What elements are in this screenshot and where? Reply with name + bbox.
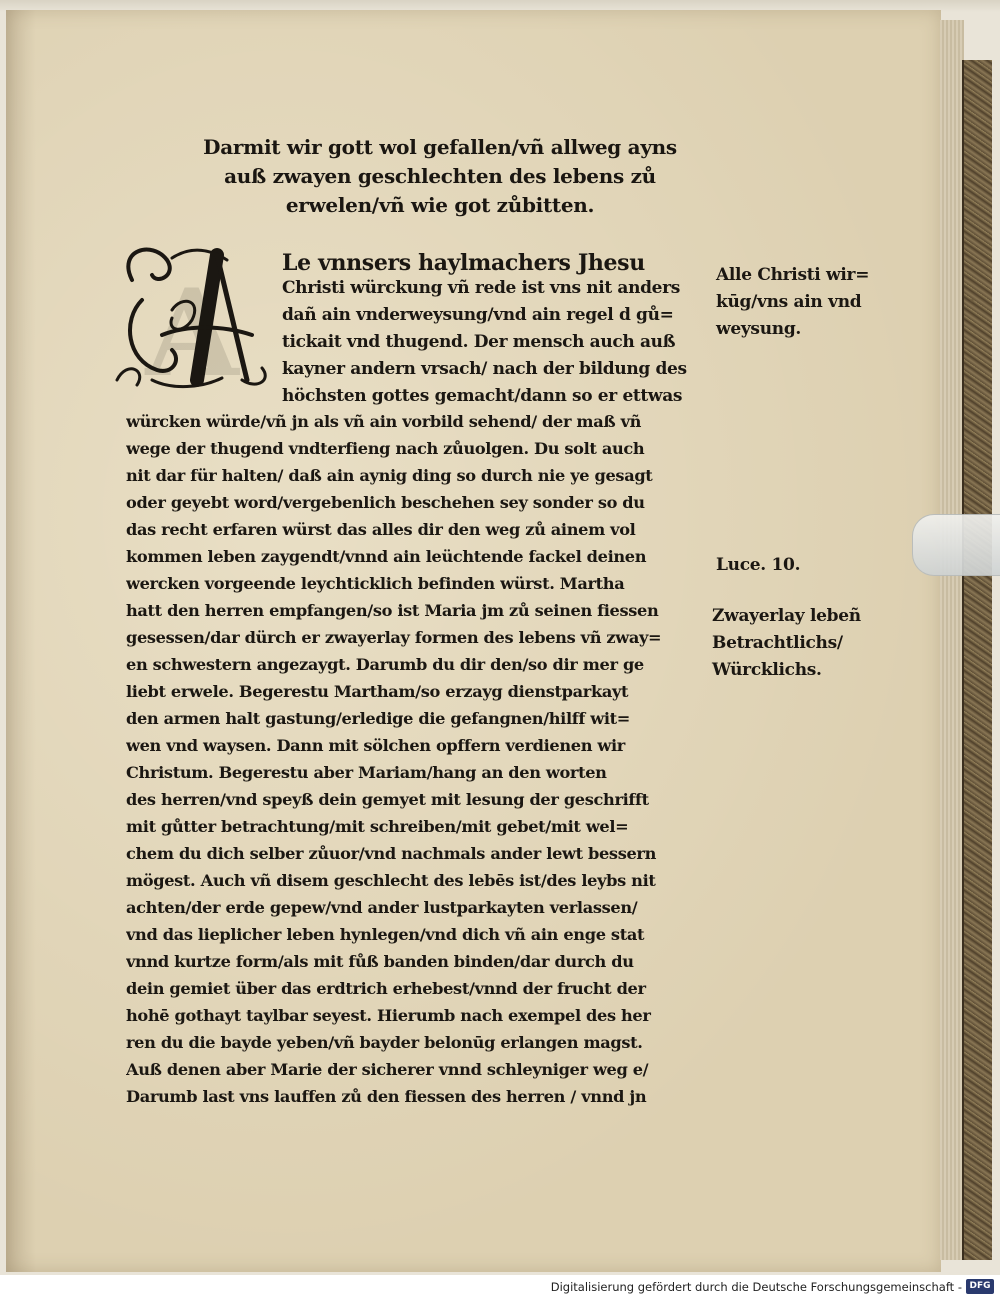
- heading-line: auß zwayen geschlechten des lebens zů: [224, 164, 656, 188]
- heading-line: erwelen/vñ wie got zůbitten.: [285, 193, 595, 217]
- margin-note-zwayerlay: [712, 603, 861, 684]
- text-line: Darumb last vns lauffen zů den fiessen des herren / vnnd jn: [126, 1087, 647, 1106]
- text-line: dañ ain vnderweysung/vnd ain regel d gů=: [282, 305, 674, 325]
- funding-notice: Digitalisierung gefördert durch die Deutsche Forschungsgemeinschaft -: [550, 1280, 962, 1294]
- text-line: Le vnnsers haylmachers Jhesu: [282, 250, 645, 276]
- text-line: liebt erwele. Begerestu Martham/so erzayg dienstparkayt: [126, 682, 629, 701]
- text-line: hohē gothayt taylbar seyest. Hierumb nach exempel des her: [126, 1006, 651, 1025]
- text-line: oder geyebt word/vergebenlich beschehen sey sonder so du: [126, 493, 645, 512]
- margin-line: Betrachtlichs/: [712, 633, 843, 653]
- text-line: würcken würde/vñ jn als vñ ain vorbild sehend/ der maß vñ: [126, 412, 642, 431]
- indented-text-block: [282, 275, 710, 410]
- text-line: das recht erfaren würst das alles dir den weg zů ainem vol: [126, 520, 636, 539]
- text-line: vnd das lieplicher leben hynlegen/vnd dich vñ ain enge stat: [126, 925, 645, 944]
- text-line: wercken vorgeende leychticklich befinden würst. Martha: [126, 574, 625, 593]
- text-line: Christi würckung vñ rede ist vns nit anders: [282, 278, 680, 298]
- text-line: ren du die bayde yeben/vñ bayder belonūg erlangen magst.: [126, 1033, 643, 1052]
- page-edges: [940, 20, 964, 1260]
- text-line: kayner andern vrsach/ nach der bildung des: [282, 359, 687, 379]
- margin-line: Zwayerlay lebeñ: [712, 606, 861, 626]
- text-line: des herren/vnd speyß dein gemyet mit lesung der geschrifft: [126, 790, 649, 809]
- text-line: den armen halt gastung/erledige die gefangnen/hilff wit=: [126, 709, 631, 728]
- text-line: dein gemiet über das erdtrich erhebest/vnnd der frucht der: [126, 979, 646, 998]
- text-line: Auß denen aber Marie der sicherer vnnd schleyniger weg e/: [126, 1060, 649, 1079]
- chapter-heading: [150, 133, 730, 220]
- text-line: höchsten gottes gemacht/dann so er ettwas: [282, 386, 683, 406]
- text-line: wege der thugend vndterfieng nach zůuolgen. Du solt auch: [126, 439, 645, 458]
- margin-line: Luce. 10.: [716, 555, 801, 575]
- dfg-logo: DFG: [966, 1279, 994, 1294]
- text-line: Christum. Begerestu aber Mariam/hang an den worten: [126, 763, 607, 782]
- decorated-initial-letter: [112, 240, 272, 395]
- margin-line: weysung.: [716, 319, 802, 339]
- margin-line: Alle Christi wir=: [716, 265, 870, 285]
- margin-note-luce: [716, 552, 800, 579]
- text-line: mit gůtter betrachtung/mit schreiben/mit gebet/mit wel=: [126, 817, 629, 836]
- text-line: achten/der erde gepew/vnd ander lustparkayten verlassen/: [126, 898, 638, 917]
- text-line: tickait vnd thugend. Der mensch auch auß: [282, 332, 676, 352]
- page-clip: [912, 514, 1000, 576]
- text-line: chem du dich selber zůuor/vnd nachmals ander lewt bessern: [126, 844, 657, 863]
- text-line: hatt den herren empfangen/so ist Maria jm zů seinen fiessen: [126, 601, 659, 620]
- heading-line: Darmit wir gott wol gefallen/vñ allweg ayns: [203, 135, 677, 159]
- text-line: nit dar für halten/ daß ain aynig ding so durch nie ye gesagt: [126, 466, 653, 485]
- margin-line: kūg/vns ain vnd: [716, 292, 862, 312]
- main-text-block: [126, 408, 714, 1110]
- text-line: mögest. Auch vñ disem geschlecht des lebēs ist/des leybs nit: [126, 871, 656, 890]
- margin-line: Würcklichs.: [712, 660, 822, 680]
- initial-letter-glyph: A: [145, 263, 239, 395]
- book-cover-edge: [962, 60, 992, 1260]
- text-line: wen vnd waysen. Dann mit sölchen opffern verdienen wir: [126, 736, 625, 755]
- text-line: kommen leben zaygendt/vnnd ain leüchtende fackel deinen: [126, 547, 647, 566]
- text-line: gesessen/dar dürch er zwayerlay formen des lebens vñ zway=: [126, 628, 662, 647]
- margin-note-christi: [716, 262, 869, 343]
- text-line: en schwestern angezaygt. Darumb du dir den/so dir mer ge: [126, 655, 644, 674]
- text-line: vnnd kurtze form/als mit fůß banden binden/dar durch du: [126, 952, 634, 971]
